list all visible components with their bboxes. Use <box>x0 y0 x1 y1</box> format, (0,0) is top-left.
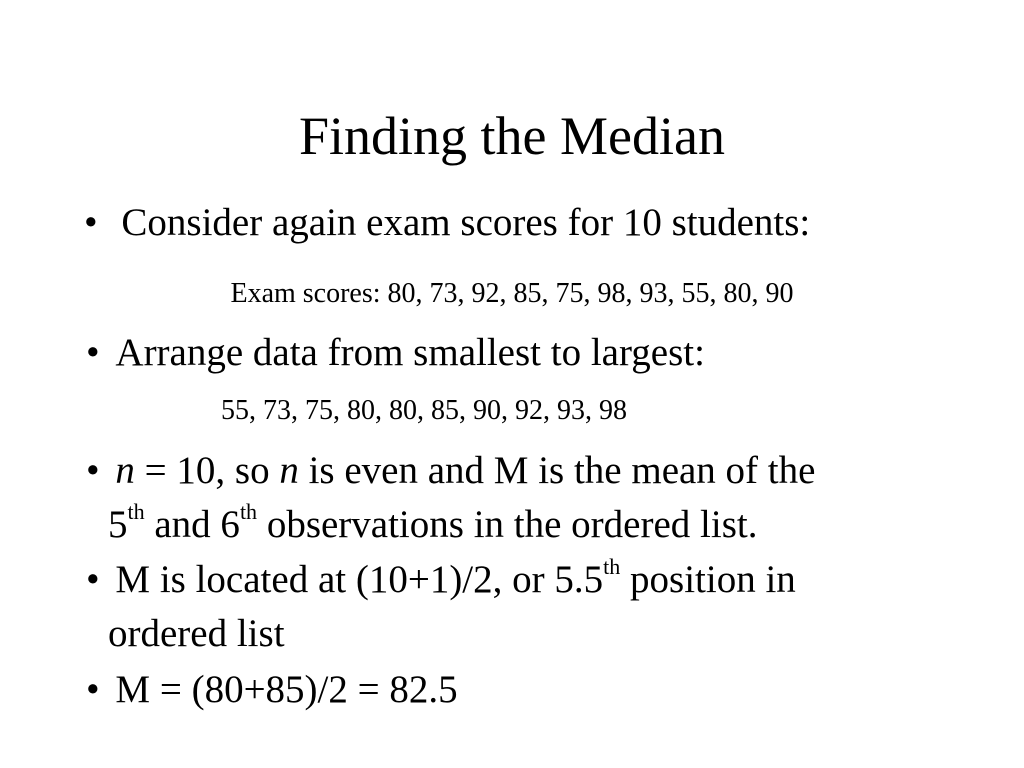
bullet-consider <box>84 198 810 248</box>
bullet-result-text: M = (80+85)/2 = 82.5 <box>115 668 458 711</box>
bullet-n-even <box>86 446 815 496</box>
bullet-located-line1: M is located at (10+1)/2, or 5.5th position in <box>115 554 796 601</box>
bullet-icon: • <box>86 449 100 492</box>
bullet-located-line2: ordered list <box>108 612 285 655</box>
bullet-result <box>86 665 458 715</box>
bullet-n-even-line1: n = 10, so n is even and M is the mean of the <box>115 449 816 492</box>
bullet-consider-text: Consider again exam scores for 10 students: <box>121 201 811 244</box>
n-variable: n <box>115 449 135 492</box>
bullet-n-even-line2: 5th and 6th observations in the ordered list. <box>108 499 758 546</box>
sorted-data-line: 55, 73, 75, 80, 80, 85, 90, 92, 93, 98 <box>221 395 627 426</box>
bullet-icon: • <box>86 668 100 711</box>
bullet-icon: • <box>86 558 100 601</box>
bullet-located <box>86 555 796 605</box>
n-variable: n <box>279 449 299 492</box>
bullet-arrange-text: Arrange data from smallest to largest: <box>115 331 705 374</box>
bullet-arrange <box>86 328 705 378</box>
bullet-icon: • <box>86 331 100 374</box>
slide-title: Finding the Median <box>299 106 725 166</box>
bullet-icon: • <box>84 201 98 244</box>
exam-scores-line: Exam scores: 80, 73, 92, 85, 75, 98, 93, 55, 80, 90 <box>230 278 794 309</box>
